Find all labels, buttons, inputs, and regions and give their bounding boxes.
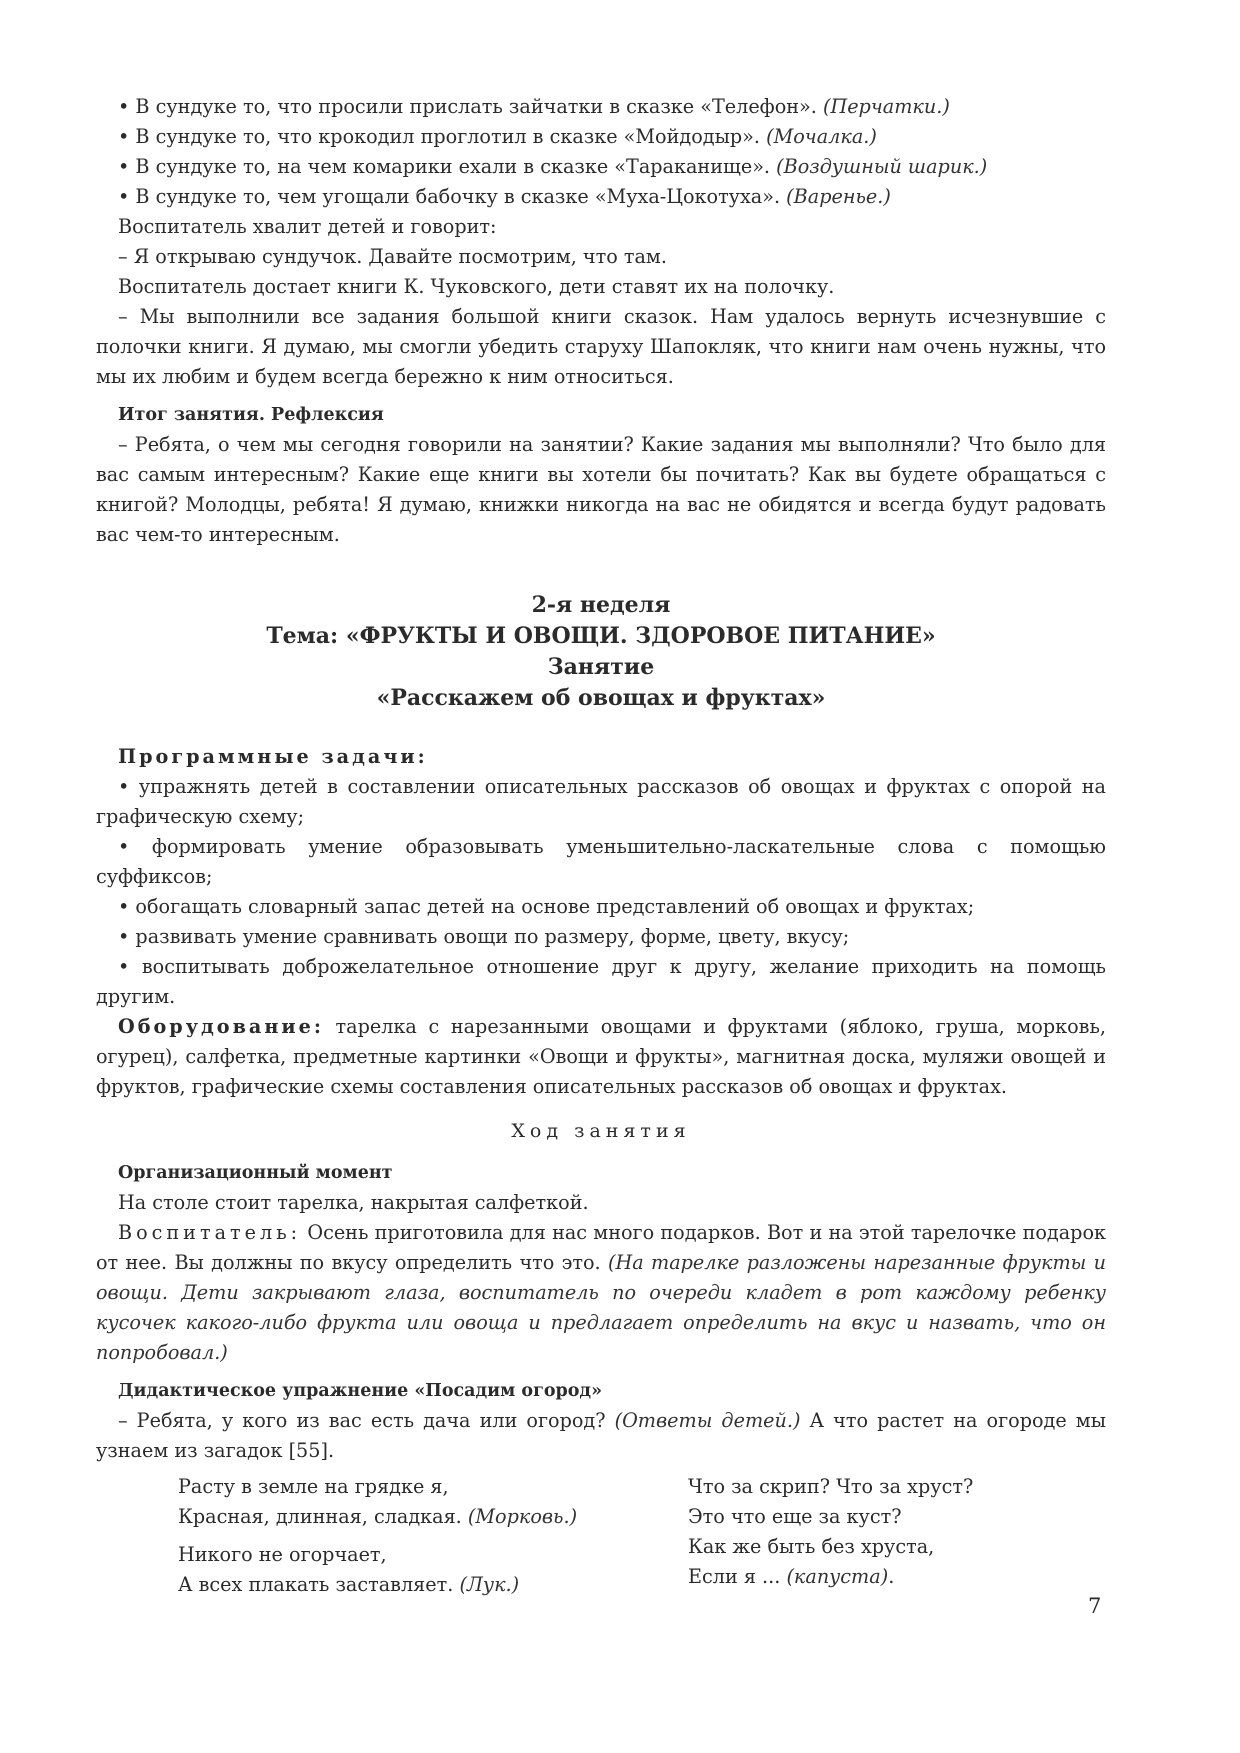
riddle-onion: Никого не огорчает, А всех плакать заставляет. (Лук.) [178,1543,520,1596]
course-title: Ход занятия [511,1120,691,1142]
riddle-answer: (Перчатки.) [822,95,950,118]
theme-title: Тема: «ФРУКТЫ И ОВОЩИ. ЗДОРОВОЕ ПИТАНИЕ» [266,623,936,649]
equipment-label: Оборудование: [118,1015,324,1038]
reflection-heading: Итог занятия. Рефлексия [118,405,384,425]
riddle-answer: (Мочалка.) [766,125,877,148]
teacher-note: (На тарелке разложены нарезанные фрукты и овощи. Дети закрывают глаза, воспитатель по очереди кладет в рот каждому ребенку кусочек какого-либо фрукта или овоща и предлагает определить на вкус и назвать, что он попробовал.) [96,1251,1107,1364]
program-tasks-label: Программные задачи: [118,745,428,768]
riddles-right-column [688,1472,1088,1600]
program-task-item: • обогащать словарный запас детей на основе представлений об овощах и фруктах; [118,895,975,918]
riddle-bullet: • В сундуке то, что крокодил проглотил в сказке «Мойдодыр». (Мочалка.) [118,125,877,148]
lesson-header [96,590,1106,714]
program-task-item: • развивать умение сравнивать овощи по размеру, форме, цвету, вкусу; [118,925,850,948]
org-heading: Организационный момент [118,1163,393,1183]
equipment-paragraph: Оборудование: тарелка с нарезанными овощами и фруктами (яблоко, груша, морковь, огурец), салфетка, предметные картинки «Овощи и фрукты», магнитная доска, муляжи овощей и фруктов, графические схемы составления описательных рассказов об овощах и фруктах. [96,1015,1106,1098]
program-task-item: • формировать умение образовывать уменьшительно-ласкательные слова с помощью суффиксов; [96,835,1106,888]
praise-line: Воспитатель хвалит детей и говорит: [118,215,497,238]
org-text: На столе стоит тарелка, накрытая салфеткой. [118,1191,589,1214]
exercise-heading: Дидактическое упражнение «Посадим огород» [118,1381,603,1401]
program-task-item: • упражнять детей в составлении описательных рассказов об овощах и фруктах с опорой на графическую схему; [96,775,1106,828]
page-number: 7 [1088,1594,1102,1618]
open-chest-line: – Я открываю сундучок. Давайте посмотрим, что там. [118,245,667,268]
lesson-label: Занятие [547,654,655,680]
riddles-left-column [178,1472,688,1600]
program-task-item: • воспитывать доброжелательное отношение друг к другу, желание приходить на помощь другим. [96,955,1106,1008]
riddle-answer: (Варенье.) [786,185,891,208]
reflection-text: – Ребята, о чем мы сегодня говорили на занятии? Какие задания мы выполняли? Что было для вас самым интересным? Какие еще книги вы хотели бы почитать? Как вы будете обращаться с книгой? Молодцы, ребята! Я думаю, книжки никогда на вас не обидятся и всегда будут радовать вас чем-то интересным. [96,433,1106,546]
vegetable-riddles [96,1472,1106,1600]
riddle-bullet: • В сундуке то, что просили прислать зайчатки в сказке «Телефон». (Перчатки.) [118,95,950,118]
document-page [96,92,1106,1600]
teacher-speech: Воспитатель: Осень приготовила для нас много подарков. Вот и на этой тарелочке подарок от нее. Вы должны по вкусу определить что это. (На тарелке разложены нарезанные фрукты и овощи. Дети закрывают глаза, воспитатель по очереди кладет в рот каждому ребенку кусочек какого-либо фрукта или овоща и предлагает определить на вкус и назвать, что он попробовал.) [96,1221,1107,1364]
exercise-text: – Ребята, у кого из вас есть дача или огород? (Ответы детей.) А что растет на огороде мы узнаем из загадок [55]. [96,1409,1106,1462]
week-label: 2-я неделя [531,592,671,618]
chest-riddles [96,92,1106,212]
riddle-carrot: Расту в земле на грядке я, Красная, длинная, сладкая. (Морковь.) [178,1475,578,1528]
summary-speech: – Мы выполнили все задания большой книги сказок. Нам удалось вернуть исчезнувшие с полочки книги. Я думаю, мы смогли убедить старуху Шапокляк, что книги нам очень нужны, что мы их любим и будем всегда бережно к ним относиться. [96,305,1106,388]
lesson-title: «Расскажем об овощах и фруктах» [376,685,826,711]
riddle-answer: (Воздушный шарик.) [776,155,988,178]
books-action-line: Воспитатель достает книги К. Чуковского, дети ставят их на полочку. [118,275,835,298]
riddle-bullet: • В сундуке то, чем угощали бабочку в сказке «Муха-Цокотуха». (Варенье.) [118,185,891,208]
teacher-label: Воспитатель: [118,1221,302,1244]
riddle-cabbage: Что за скрип? Что за хруст? Это что еще за куст? Как же быть без хруста, Если я ... (капуста). [688,1475,974,1588]
riddle-bullet: • В сундуке то, на чем комарики ехали в сказке «Тараканище». (Воздушный шарик.) [118,155,988,178]
